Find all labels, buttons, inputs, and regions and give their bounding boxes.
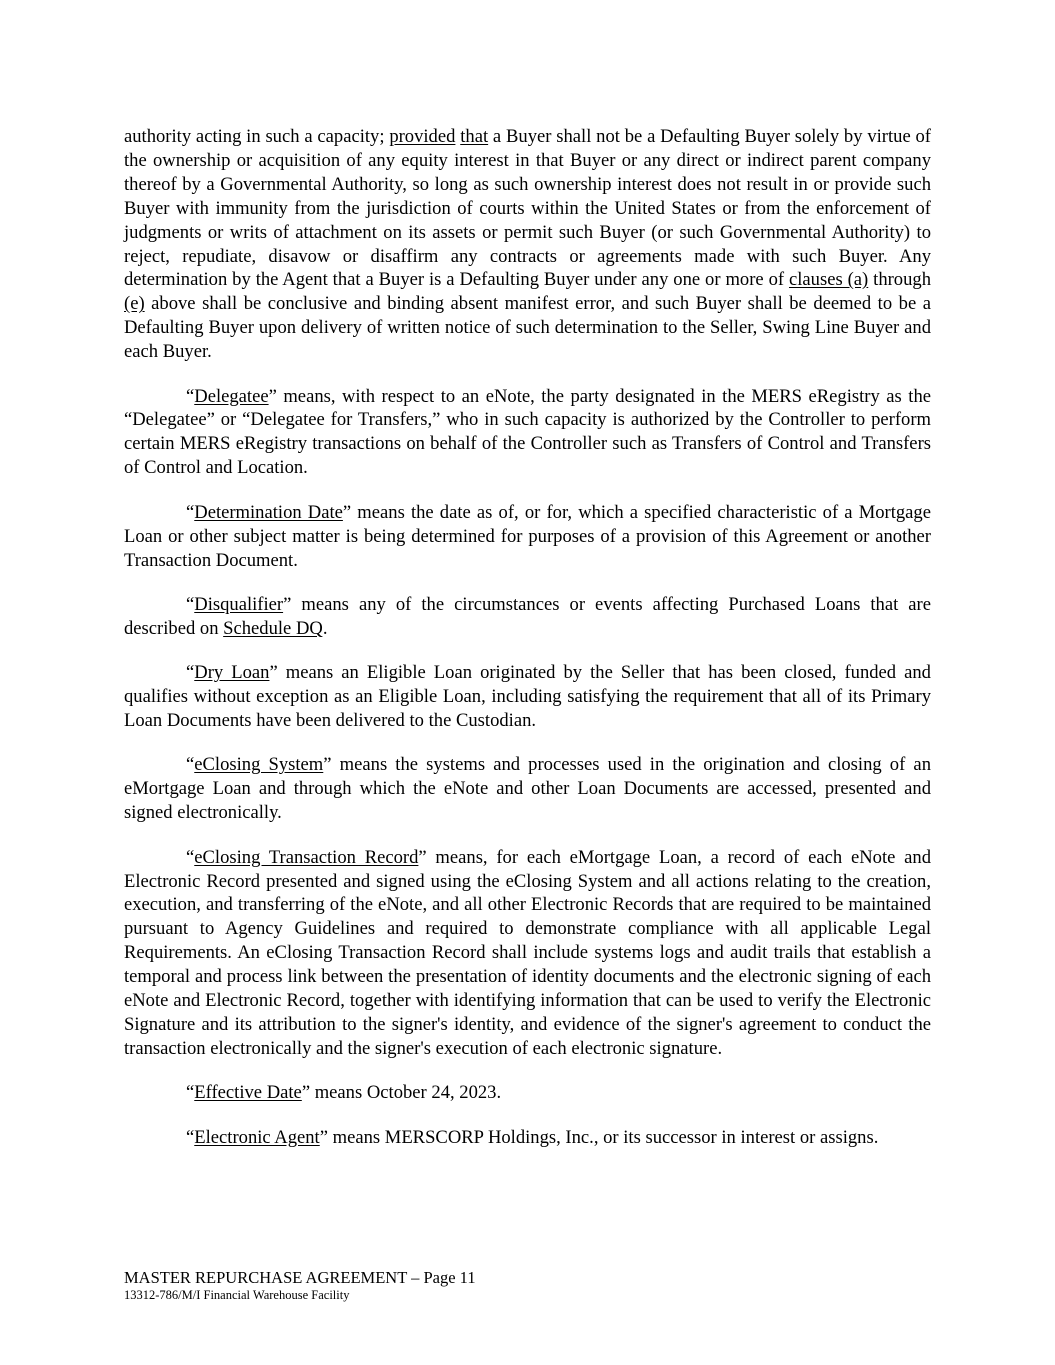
footer-title: MASTER REPURCHASE AGREEMENT – Page 11 — [124, 1268, 476, 1287]
defined-term: eClosing Transaction Record — [194, 846, 419, 868]
text-run: “ — [186, 593, 195, 615]
text-run: above shall be conclusive and binding absent manifest error, and such Buyer shall be deemed to be a Defaulting Buyer upon delivery of written notice of such determination to the Seller, Swing Line Buyer and each Buyer. — [124, 293, 931, 363]
defined-term: Delegatee — [194, 385, 269, 407]
defined-term: eClosing System — [194, 754, 324, 776]
text-run: “ — [186, 1126, 195, 1148]
text-run: ” means the date as of, or for, which a specified characteristic of a Mortgage Loan or other subject matter is being determined for purposes of a provision of this Agreement or another Transaction Document. — [124, 501, 931, 571]
text-run: a Buyer shall not be a Defaulting Buyer solely by virtue of the ownership or acquisition of any equity interest in that Buyer or any direct or indirect parent company thereof by a Governmental Authority, so long as such ownership interest does not result in or provide such Buyer with immunity from the jurisdiction of courts within the United States or from the enforcement of judgments or writs of attachment on its assets or permit such Buyer (or such Governmental Authority) to reject, repudiate, disavow or disaffirm any contracts or agreements made with such Buyer. Any determination by the Agent that a Buyer is a Defaulting Buyer under any one or more of — [124, 126, 931, 291]
defined-term: Schedule DQ — [223, 617, 323, 639]
defined-term: Dry Loan — [194, 662, 270, 684]
page-footer — [124, 1268, 931, 1303]
paragraph-defaulting-buyer-continuation — [124, 125, 931, 364]
footer-subtitle: 13312-786/M/I Financial Warehouse Facility — [124, 1288, 350, 1302]
paragraph-disqualifier — [124, 593, 931, 641]
text-run: ” means MERSCORP Holdings, Inc., or its successor in interest or assigns. — [319, 1126, 879, 1148]
text-run: authority acting in such a capacity; — [124, 126, 390, 147]
text-run: “ — [186, 385, 195, 407]
paragraph-eclosing-transaction-record — [124, 846, 931, 1061]
text-run: ” means an Eligible Loan originated by the Seller that has been closed, funded and qualifies without exception as an Eligible Loan, including satisfying the requirement that all of its Primary Loan Documents have been delivered to the Custodian. — [124, 662, 931, 732]
text-run: through — [868, 269, 931, 291]
defined-term: Effective Date — [194, 1082, 302, 1104]
paragraph-electronic-agent — [124, 1126, 931, 1150]
text-run: ” means, for each eMortgage Loan, a record of each eNote and Electronic Record presented and signed using the eClosing System and all actions relating to the creation, execution, and transferring of the eNote, and all other Electronic Records that are required to be maintained pursuant to Agency Guidelines and required to demonstrate compliance with all applicable Legal Requirements. An eClosing Transaction Record shall include systems logs and audit trails that establish a temporal and process link between the presentation of identity documents and the electronic signing of each eNote and Electronic Record, together with identifying information that can be used to verify the Electronic Signature and its attribution to the signer's identity, and evidence of the signer's agreement to conduct the transaction electronically and the signer's execution of each electronic signature. — [124, 846, 931, 1059]
defined-term: provided — [389, 126, 456, 147]
text-run: “ — [186, 754, 195, 776]
defined-term: clauses (a) — [788, 269, 869, 291]
defined-term: Determination Date — [194, 501, 343, 523]
paragraph-dry-loan — [124, 661, 931, 733]
paragraph-determination-date — [124, 501, 931, 573]
defined-term: that — [460, 126, 489, 147]
text-run: “ — [186, 846, 195, 868]
text-run: “ — [186, 501, 195, 523]
text-run: “ — [186, 662, 195, 684]
text-run: . — [322, 617, 328, 639]
defined-term: Disqualifier — [194, 593, 284, 615]
defined-term: Electronic Agent — [194, 1126, 320, 1148]
paragraph-delegatee — [124, 385, 931, 481]
paragraph-effective-date — [124, 1081, 931, 1105]
defined-term: (e) — [124, 293, 145, 315]
text-run: ” means the systems and processes used in the origination and closing of an eMortgage Loan and through which the eNote and other Loan Documents are accessed, presented and signed electronically. — [124, 754, 931, 824]
text-run: ” means October 24, 2023. — [301, 1082, 502, 1104]
text-run: ” means any of the circumstances or events affecting Purchased Loans that are described on — [124, 593, 931, 639]
text-run: ” means, with respect to an eNote, the party designated in the MERS eRegistry as the “Delegatee” or “Delegatee for Transfers,” who in such capacity is authorized by the Controller to perform certain MERS eRegistry transactions on behalf of the Controller such as Transfers of Control and Transfers of Control and Location. — [124, 385, 931, 479]
paragraph-eclosing-system — [124, 753, 931, 825]
text-run: “ — [186, 1082, 195, 1104]
document-body — [124, 125, 931, 1170]
